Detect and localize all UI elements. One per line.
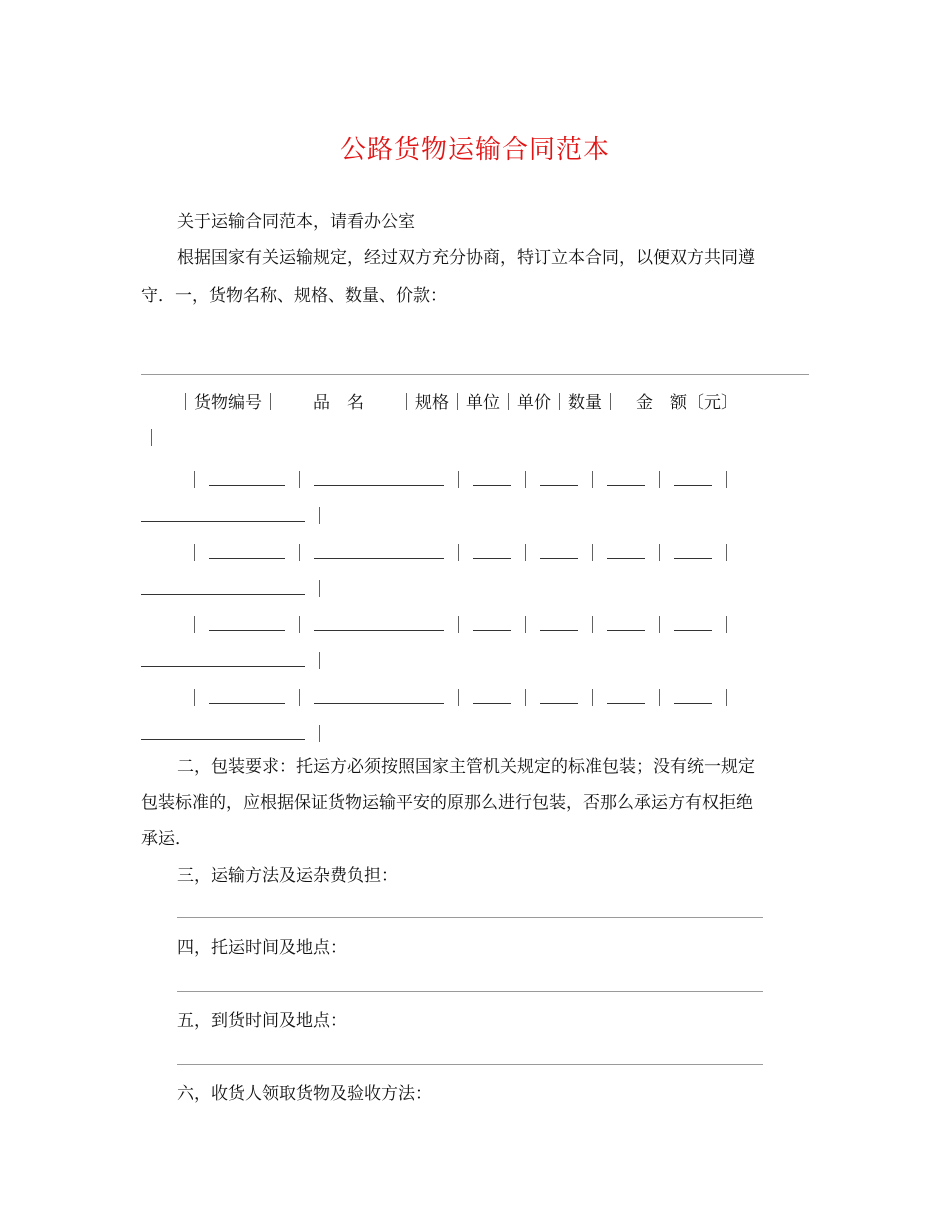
table-row: ｜ ｜ ｜ ｜ ｜ ｜ ｜	[186, 616, 735, 636]
blank-cell	[674, 616, 712, 631]
blank-cell	[314, 544, 444, 559]
blank-cell	[473, 471, 511, 486]
blank-cell	[540, 689, 578, 704]
section2-line1: 二，包装要求：托运方必须按照国家主管机关规定的标准包装；没有统一规定	[177, 757, 755, 777]
blank-cell	[209, 544, 285, 559]
table-row: ｜ ｜ ｜ ｜ ｜ ｜ ｜	[186, 544, 735, 564]
blank-cell	[141, 507, 305, 522]
section3-heading: 三，运输方法及运杂费负担：	[177, 866, 398, 886]
blank-cell	[473, 544, 511, 559]
section5-blank-line	[177, 1064, 763, 1065]
blank-cell	[607, 471, 645, 486]
blank-cell	[141, 652, 305, 667]
intro-text: 关于运输合同范本，请看办公室	[177, 212, 415, 232]
section2-line3: 承运．	[141, 829, 192, 849]
table-row-tail: ｜	[141, 575, 330, 600]
blank-cell	[473, 616, 511, 631]
table-row-tail: ｜	[141, 502, 330, 527]
para1-line2: 守．一，货物名称、规格、数量、价款：	[141, 286, 447, 306]
table-header-end: ｜	[143, 429, 160, 449]
blank-cell	[141, 580, 305, 595]
blank-cell	[540, 616, 578, 631]
blank-cell	[607, 544, 645, 559]
blank-cell	[540, 544, 578, 559]
blank-cell	[473, 689, 511, 704]
blank-cell	[314, 471, 444, 486]
blank-cell	[141, 725, 305, 740]
section5-heading: 五，到货时间及地点：	[177, 1011, 347, 1031]
blank-cell	[607, 689, 645, 704]
document-title: 公路货物运输合同范本	[339, 135, 610, 165]
blank-cell	[674, 689, 712, 704]
para1-line1: 根据国家有关运输规定，经过双方充分协商，特订立本合同，以便双方共同遵	[177, 248, 755, 268]
blank-cell	[209, 616, 285, 631]
blank-cell	[674, 544, 712, 559]
blank-cell	[209, 689, 285, 704]
blank-cell	[314, 616, 444, 631]
blank-cell	[674, 471, 712, 486]
section4-blank-line	[177, 991, 763, 992]
section3-blank-line	[177, 917, 763, 918]
section4-heading: 四，托运时间及地点：	[177, 938, 347, 958]
table-top-rule	[141, 374, 809, 375]
section6-heading: 六，收货人领取货物及验收方法：	[177, 1084, 432, 1104]
blank-cell	[209, 471, 285, 486]
table-row-tail: ｜	[141, 720, 330, 745]
blank-cell	[540, 471, 578, 486]
blank-cell	[607, 616, 645, 631]
table-row: ｜ ｜ ｜ ｜ ｜ ｜ ｜	[186, 689, 735, 709]
table-header: ｜货物编号｜ 品 名 ｜规格｜单位｜单价｜数量｜ 金 额〔元〕	[177, 393, 738, 413]
blank-cell	[314, 689, 444, 704]
section2-line2: 包装标准的，应根据保证货物运输平安的原那么进行包装，否那么承运方有权拒绝	[141, 793, 753, 813]
table-row: ｜ ｜ ｜ ｜ ｜ ｜ ｜	[186, 471, 735, 491]
table-row-tail: ｜	[141, 647, 330, 672]
